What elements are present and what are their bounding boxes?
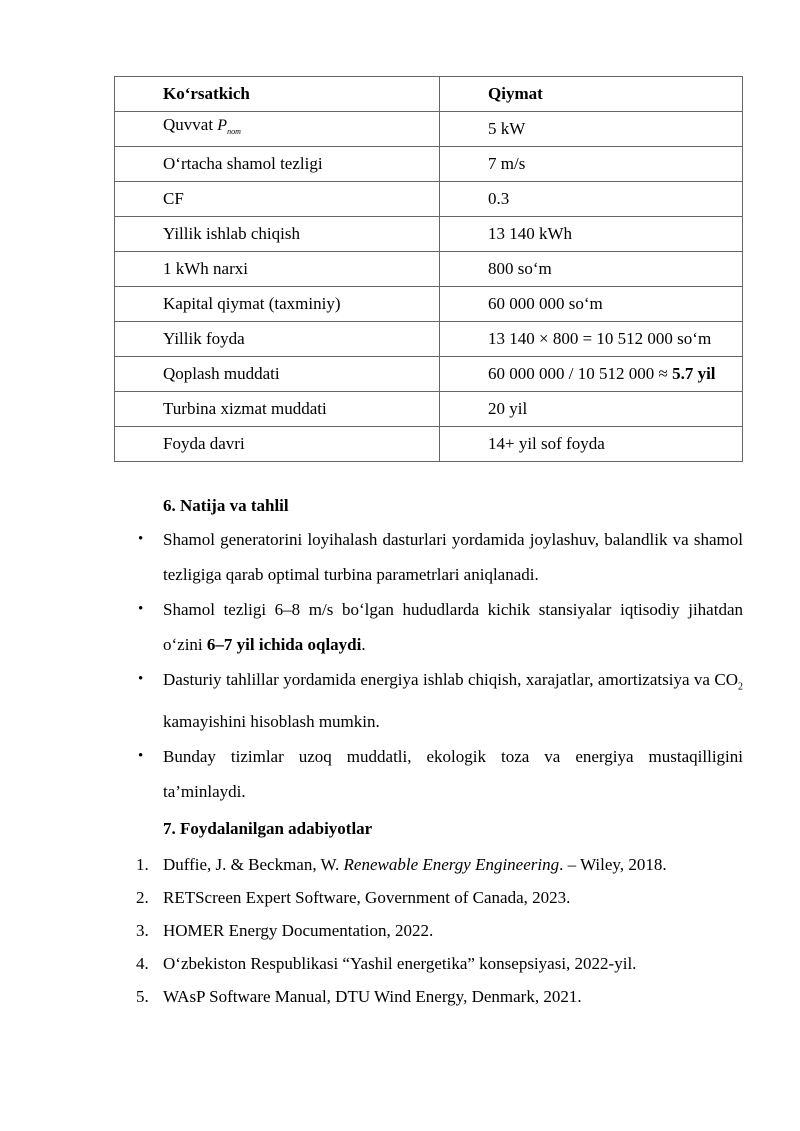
- row-value: 5 kW: [440, 112, 743, 147]
- row-label: Yillik ishlab chiqish: [115, 217, 440, 252]
- row-label-payback: Qoplash muddati: [115, 357, 440, 392]
- section-7-title: 7. Foydalanilgan adabiyotlar: [163, 819, 373, 838]
- reference-item: 3. HOMER Energy Documentation, 2022.: [163, 914, 753, 947]
- row-value: 20 yil: [440, 392, 743, 427]
- table-row: [115, 287, 743, 322]
- bullet-icon: •: [138, 671, 144, 687]
- table-row: [115, 252, 743, 287]
- row-value: 7 m/s: [440, 147, 743, 182]
- row-label-power: [115, 112, 440, 147]
- reference-number: 1.: [136, 855, 149, 874]
- reference-item: 5. WAsP Software Manual, DTU Wind Energy, Denmark, 2021.: [163, 980, 753, 1013]
- table-row: [115, 392, 743, 427]
- row-value: 60 000 000 so‘m: [440, 287, 743, 322]
- table-row: [115, 217, 743, 252]
- table-row: [115, 357, 743, 392]
- reference-number: 5.: [136, 987, 149, 1006]
- row-value: 800 so‘m: [440, 252, 743, 287]
- reference-number: 2.: [136, 888, 149, 907]
- row-label: Turbina xizmat muddati: [115, 392, 440, 427]
- row-value: 13 140 × 800 = 10 512 000 so‘m: [440, 322, 743, 357]
- row-label: 1 kWh narxi: [115, 252, 440, 287]
- list-item: • Bunday tizimlar uzoq muddatli, ekologik toza va energiya mustaqilligini ta’minlaydi.: [163, 739, 743, 809]
- bullet-icon: •: [138, 601, 144, 617]
- bullet-icon: •: [138, 531, 144, 547]
- header-indicator: Ko‘rsatkich: [115, 77, 440, 112]
- reference-number: 3.: [136, 921, 149, 940]
- table-row: [115, 182, 743, 217]
- payback-result: 5.7 yil: [672, 364, 716, 383]
- section-6-title: 6. Natija va tahlil: [163, 496, 289, 515]
- bullet-icon: •: [138, 748, 144, 765]
- table-header-row: [115, 77, 743, 112]
- table-row: [115, 147, 743, 182]
- row-label: Foyda davri: [115, 427, 440, 462]
- table-row: [115, 322, 743, 357]
- list-item: • Shamol generatorini loyihalash dasturlari yordamida joylashuv, balandlik va shamol tezligiga qarab optimal turbina parametrlari aniqlanadi.: [163, 522, 743, 592]
- row-value: 0.3: [440, 182, 743, 217]
- reference-item: 2. RETScreen Expert Software, Government of Canada, 2023.: [163, 881, 753, 914]
- row-label: Yillik foyda: [115, 322, 440, 357]
- table-row: [115, 427, 743, 462]
- reference-item: 4. O‘zbekiston Respublikasi “Yashil energetika” konsepsiyasi, 2022-yil.: [163, 947, 753, 980]
- results-list: [138, 522, 743, 809]
- row-value: 13 140 kWh: [440, 217, 743, 252]
- table-row: [115, 112, 743, 147]
- row-label: CF: [115, 182, 440, 217]
- row-label: O‘rtacha shamol tezligi: [115, 147, 440, 182]
- list-item: • Shamol tezligi 6–8 m/s bo‘lgan hududlarda kichik stansiyalar iqtisodiy jihatdan o‘zini 6–7 yil ichida oqlaydi.: [163, 592, 743, 662]
- parameters-table: [114, 76, 743, 462]
- reference-item: 1. Duffie, J. & Beckman, W. Renewable Energy Engineering. – Wiley, 2018.: [163, 848, 753, 881]
- row-value: 14+ yil sof foyda: [440, 427, 743, 462]
- references-list: [136, 848, 753, 1013]
- row-label: Kapital qiymat (taxminiy): [115, 287, 440, 322]
- header-value: Qiymat: [440, 77, 743, 112]
- power-label: Quvvat: [163, 115, 214, 135]
- list-item: • Dasturiy tahlillar yordamida energiya ishlab chiqish, xarajatlar, amortizatsiya va $CO_2$ kamayishini hisoblash mumkin.: [163, 662, 743, 739]
- reference-number: 4.: [136, 954, 149, 973]
- power-symbol: $P_{nom}$: [217, 117, 241, 137]
- row-value-payback: 60 000 000 / 10 512 000 ≈ 5.7 yil: [440, 357, 743, 392]
